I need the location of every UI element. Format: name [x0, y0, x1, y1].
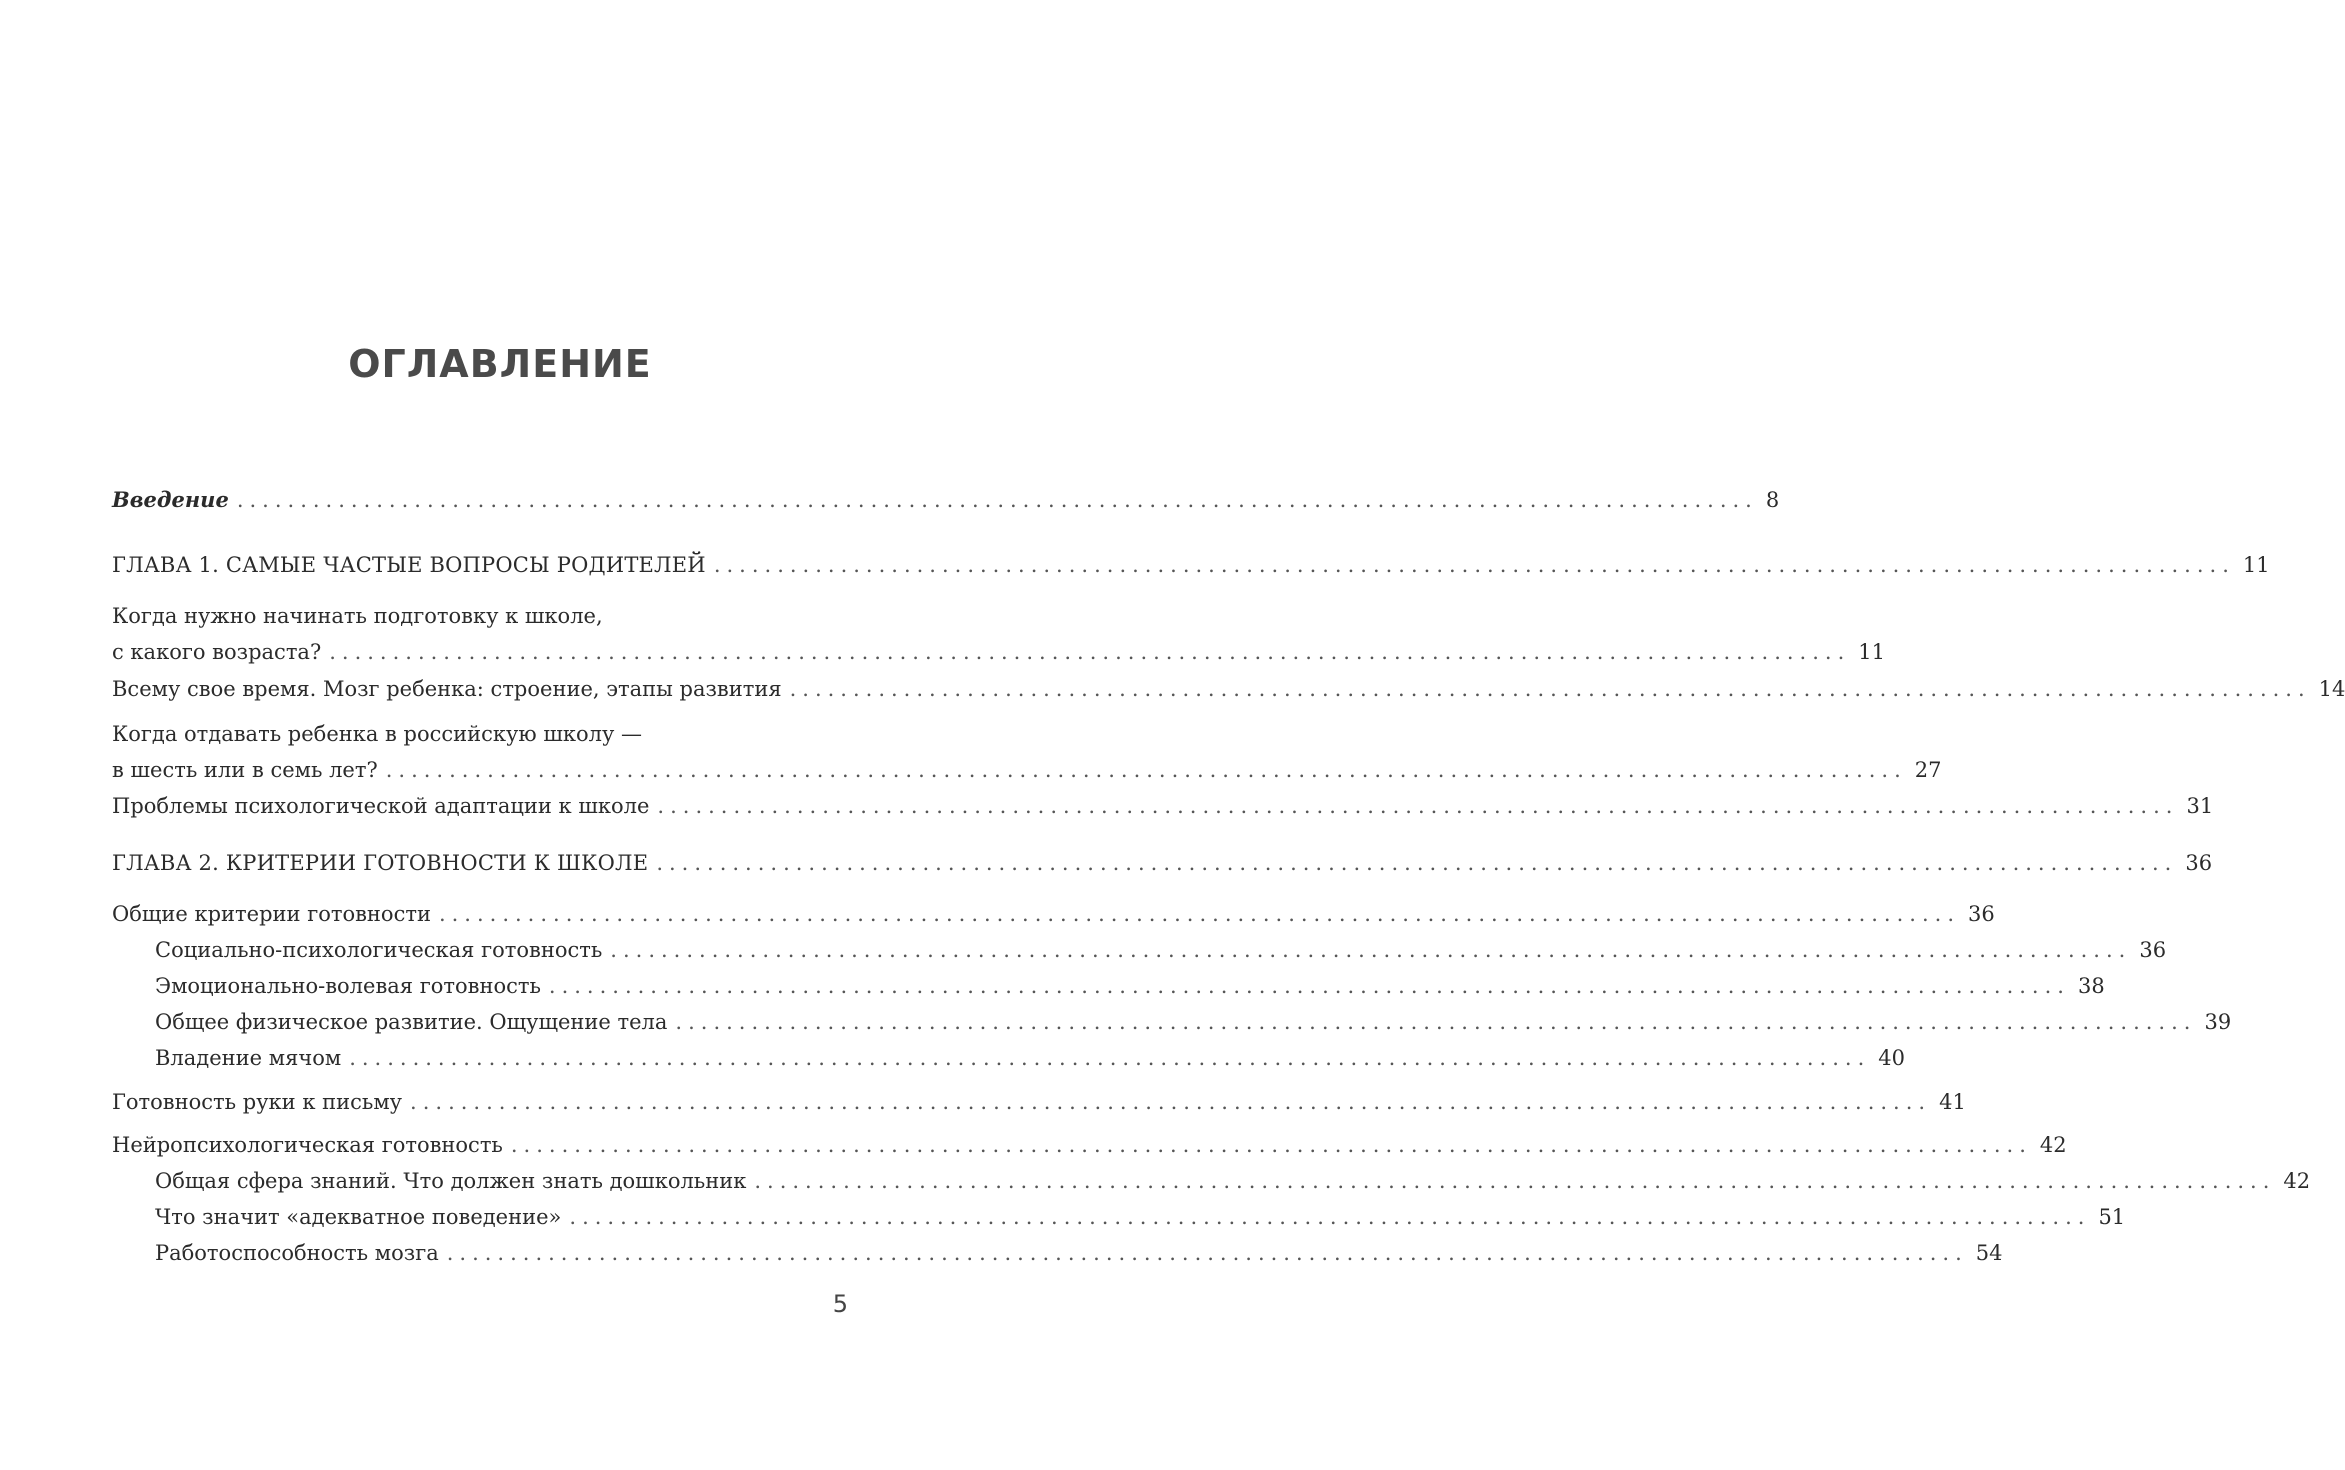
dot-leader: ........................................................................................................................	[789, 677, 2311, 701]
toc-entry-title: ГЛАВА 2. КРИТЕРИИ ГОТОВНОСТИ К ШКОЛЕ	[112, 851, 649, 875]
toc-page-number: 36	[2139, 938, 2167, 962]
toc-entry-title: в шесть или в семь лет?	[112, 758, 378, 782]
toc-page-number: 11	[2242, 553, 2270, 577]
toc-entry-school-age[interactable]	[112, 716, 1942, 788]
dot-leader: ........................................................................................................................	[410, 1090, 1932, 1114]
toc-entry-title: Общие критерии готовности	[112, 902, 431, 926]
toc-page-number: 40	[1878, 1046, 1905, 1070]
toc-entry-title: Владение мячом	[155, 1046, 342, 1070]
toc-entry-behavior[interactable]	[155, 1199, 2126, 1235]
toc-page-number: 11	[1858, 640, 1885, 664]
dot-leader: ........................................................................................................................	[656, 851, 2178, 875]
toc-entry-brain-capacity[interactable]	[155, 1235, 2003, 1271]
toc-page-number: 54	[1975, 1241, 2003, 1265]
toc-page-number: 14	[2318, 677, 2345, 701]
toc-page-number: 27	[1914, 758, 1942, 782]
toc-entry-adaptation[interactable]	[112, 788, 2214, 824]
dot-leader: ........................................................................................................................	[754, 1169, 2276, 1193]
dot-leader: ........................................................................................................................	[510, 1133, 2032, 1157]
toc-entry-neuropsych[interactable]	[112, 1127, 2067, 1163]
toc-page-number: 51	[2098, 1205, 2126, 1229]
toc-entry-when-to-start[interactable]	[112, 598, 1885, 670]
toc-page-number: 42	[2283, 1169, 2311, 1193]
dot-leader: ........................................................................................................................	[569, 1205, 2091, 1229]
toc-page-number: 42	[2039, 1133, 2067, 1157]
toc-page-number: 36	[2185, 851, 2213, 875]
toc-entry-title: Введение	[112, 487, 229, 512]
toc-entry-title: Общее физическое развитие. Ощущение тела	[155, 1010, 668, 1034]
dot-leader: ........................................................................................................................	[713, 553, 2235, 577]
toc-page-number: 8	[1765, 488, 1780, 512]
toc-entry-emotional[interactable]	[155, 968, 2105, 1004]
toc-page-number: 39	[2204, 1010, 2232, 1034]
dot-leader: ........................................................................................................................	[446, 1241, 1968, 1265]
toc-entry-title: ГЛАВА 1. САМЫЕ ЧАСТЫЕ ВОПРОСЫ РОДИТЕЛЕЙ	[112, 553, 706, 577]
toc-entry-chapter-2[interactable]	[112, 845, 2213, 881]
toc-entry-introduction[interactable]	[112, 482, 1780, 518]
dot-leader: ........................................................................................................................	[438, 902, 1960, 926]
toc-entry-title: Социально-психологическая готовность	[155, 938, 603, 962]
toc-entry-title: Эмоционально-волевая готовность	[155, 974, 541, 998]
dot-leader: ........................................................................................................................	[657, 794, 2179, 818]
dot-leader: ........................................................................................................................	[385, 758, 1907, 782]
toc-entry-title: Что значит «адекватное поведение»	[155, 1205, 562, 1229]
toc-entry-physical[interactable]	[155, 1004, 2232, 1040]
dot-leader: ........................................................................................................................	[236, 488, 1758, 512]
toc-entry-general-criteria[interactable]	[112, 896, 1995, 932]
toc-entry-title: Общая сфера знаний. Что должен знать дошкольник	[155, 1169, 747, 1193]
page-number: 5	[832, 1290, 848, 1318]
toc-entry-title: Готовность руки к письму	[112, 1090, 403, 1114]
toc-entry-social-psych[interactable]	[155, 932, 2167, 968]
toc-entry-title: Нейропсихологическая готовность	[112, 1133, 503, 1157]
dot-leader: ........................................................................................................................	[329, 640, 1851, 664]
dot-leader: ........................................................................................................................	[675, 1010, 2197, 1034]
toc-entry-title-line1: Когда нужно начинать подготовку к школе,	[112, 604, 603, 628]
toc-page-number: 36	[1968, 902, 1995, 926]
dot-leader: ........................................................................................................................	[349, 1046, 1871, 1070]
dot-leader: ........................................................................................................................	[548, 974, 2070, 998]
toc-entry-brain[interactable]	[112, 671, 2345, 707]
toc-entry-knowledge[interactable]	[155, 1163, 2311, 1199]
dot-leader: ........................................................................................................................	[610, 938, 2132, 962]
toc-page-number: 31	[2186, 794, 2214, 818]
toc-entry-chapter-1[interactable]	[112, 547, 2270, 583]
toc-entry-title: Работоспособность мозга	[155, 1241, 439, 1265]
toc-page-number: 38	[2077, 974, 2105, 998]
toc-page-number: 41	[1939, 1090, 1966, 1114]
toc-entry-hand-writing[interactable]	[112, 1084, 1966, 1120]
toc-entry-title: Проблемы психологической адаптации к школе	[112, 794, 650, 818]
toc-entry-title: с какого возраста?	[112, 640, 322, 664]
page-title: ОГЛАВЛЕНИЕ	[348, 342, 652, 386]
toc-entry-title-line1: Когда отдавать ребенка в российскую школу —	[112, 722, 643, 746]
toc-entry-ball[interactable]	[155, 1040, 1905, 1076]
toc-entry-title: Всему свое время. Мозг ребенка: строение, этапы развития	[112, 677, 782, 701]
